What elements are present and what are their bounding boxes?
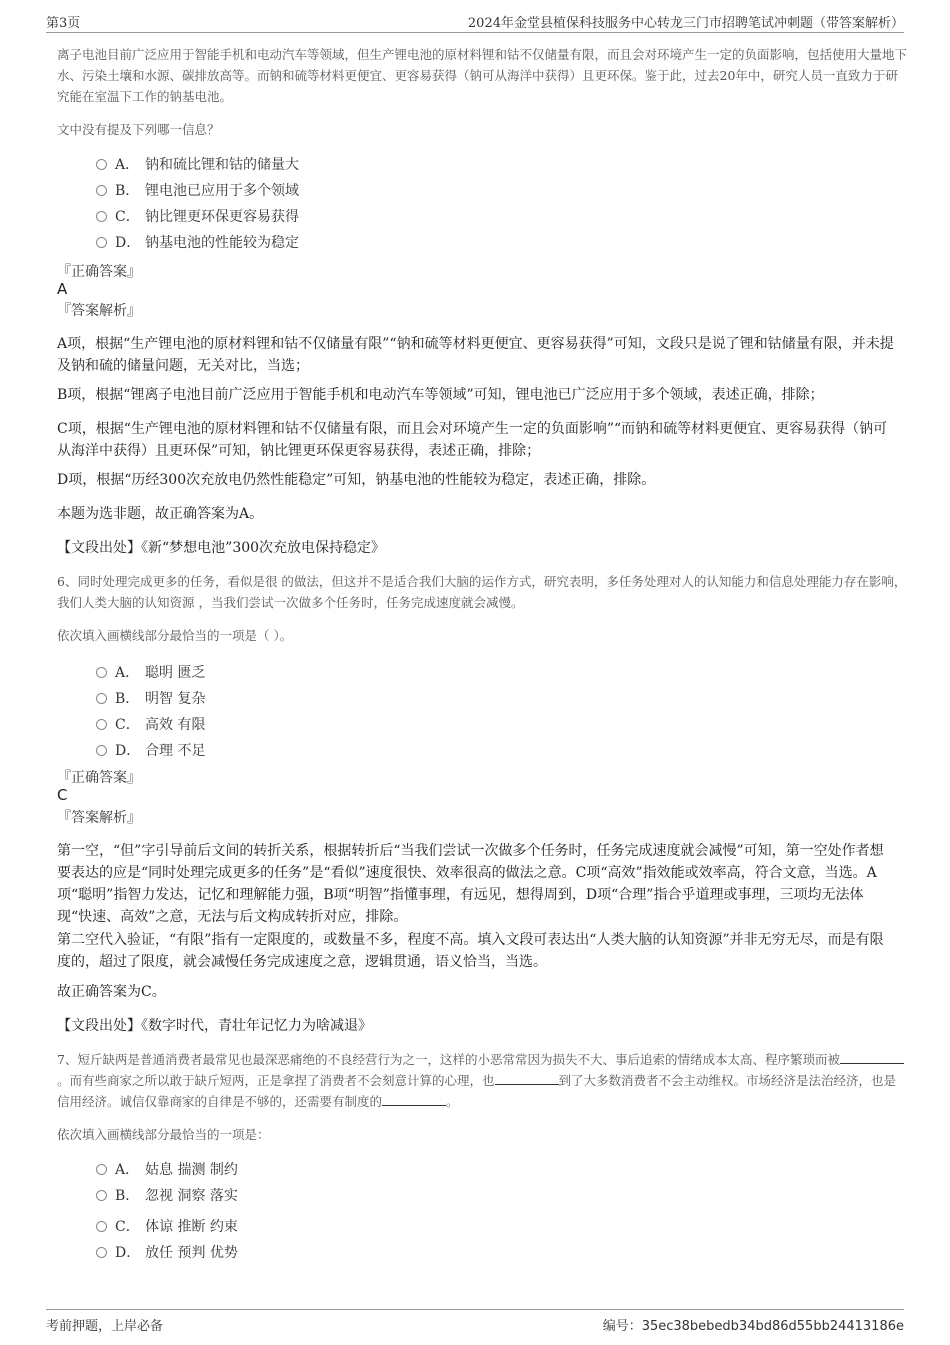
q5-stem: 文中没有提及下列哪一信息？ [57,122,220,137]
q6-option-b[interactable]: B． 明智 复杂 [96,688,205,708]
q5-option-a[interactable]: A． 钠和硫比锂和钴的储量大 [96,154,299,174]
q5-analysis-b: B项，根据“锂离子电池目前广泛应用于智能手机和电动汽车等领域”可知，锂电池已广泛应用于多个领域，表述正确，排除； [57,387,824,403]
fill-blank [382,1093,446,1106]
footer-slogan: 考前押题，上岸必备 [46,1319,164,1334]
q6-source: 【文段出处】《数字时代，青壮年记忆力为啥减退》 [57,1018,372,1034]
q5-answer: A [57,280,68,298]
q7-option-d[interactable]: D． 放任 预判 优势 [96,1242,238,1262]
q5-analysis-a: A项，根据“生产锂电池的原材料锂和钴不仅储量有限”“钠和硫等材料更便宜、更容易获得”可知，文段只是说了锂和钴储量有限，并未提及钠和硫的储量问题，无关对比，当选； [57,336,894,374]
radio-icon[interactable] [96,159,107,170]
q6-conclusion: 故正确答案为C。 [57,984,166,1000]
document-code: 编号：35ec38bebedb34bd86d55bb24413186e [602,1319,904,1334]
page-number: 第3页 [46,16,81,31]
radio-icon[interactable] [96,237,107,248]
radio-icon[interactable] [96,211,107,222]
q5-option-b[interactable]: B． 锂电池已应用于多个领域 [96,180,299,200]
q6-stem: 依次填入画横线部分最恰当的一项是（ ）。 [57,628,293,643]
q5-conclusion: 本题为选非题，故正确答案为A。 [57,506,264,522]
q5-analysis-c: C项，根据“生产锂电池的原材料锂和钴不仅储量有限，而且会对环境产生一定的负面影响”“而钠和硫等材料更便宜、更容易获得（钠可从海洋中获得）且更环保”可知，钠比锂更环保更容易获得，表述正确，排除； [57,421,888,459]
q6-option-c[interactable]: C． 高效 有限 [96,714,205,734]
q6-analysis-first-blank: 第一空，“但”字引导前后文间的转折关系，根据转折后“当我们尝试一次做多个任务时，任务完成速度就会减慢”可知，第一空处作者想要表达的应是“同时处理完成更多的任务”是“看似”速度很快、效率很高的做法之意。C项“高效”指效能或效率高，符合文意，当选。A项“聪明”指智力发达，记忆和理解能力强，B项“明智”指懂事理，有远见，想得周到，D项“合理”指合乎道理或事理，三项均无法体现“快速、高效”之意，无法与后文构成转折对应，排除。 [57,843,884,925]
q7-option-b[interactable]: B． 忽视 洞察 落实 [96,1185,238,1205]
q5-answer-label: 『正确答案』 [57,264,141,280]
q7-stem: 依次填入画横线部分最恰当的一项是： [57,1127,270,1142]
q5-source: 【文段出处】《新“梦想电池”300次充放电保持稳定》 [57,540,386,556]
radio-icon[interactable] [96,1221,107,1232]
q5-option-c[interactable]: C． 钠比锂更环保更容易获得 [96,206,299,226]
q5-analysis-d: D项，根据“历经300次充放电仍然性能稳定”可知，钠基电池的性能较为稳定，表述正确，排除。 [57,472,656,488]
q6-answer: C [57,786,68,804]
q6-answer-label: 『正确答案』 [57,770,141,786]
q6-analysis-second-blank: 第二空代入验证，“有限”指有一定限度的，或数量不多，程度不高。填入文段可表达出“人类大脑的认知资源”并非无穷无尽，而是有限度的，超过了限度，就会减慢任务完成速度之意，逻辑贯通，语义恰当，当选。 [57,932,884,970]
q5-option-d[interactable]: D． 钠基电池的性能较为稳定 [96,232,299,252]
page-header [46,10,904,33]
q5-passage: 离子电池目前广泛应用于智能手机和电动汽车等领域，但生产锂电池的原材料锂和钴不仅储量有限，而且会对环境产生一定的负面影响，包括使用大量地下水、污染土壤和水源、碳排放高等。而钠和硫等材料更便宜、更容易获得（钠可从海洋中获得）且更环保。鉴于此，过去20年中，研究人员一直致力于研究能在室温下工作的钠基电池。 [57,47,908,104]
q7-passage: 7、短斤缺两是普通消费者最常见也最深恶痛绝的不良经营行为之一，这样的小恶常常因为损失不大、事后追索的情绪成本太高、程序繁琐而被。而有些商家之所以敢于缺斤短两，正是拿捏了消费者不会刻意计算的心理，也 到了大多数消费者不会主动维权。市场经济是法治经济，也是信用经济。诚信仅靠商家的自律是不够的，还需要有制度的 。 [57,1049,907,1112]
radio-icon[interactable] [96,745,107,756]
q7-option-a[interactable]: A． 姑息 揣测 制约 [96,1159,238,1179]
radio-icon[interactable] [96,667,107,678]
q5-analysis-label: 『答案解析』 [57,303,141,319]
q6-option-a[interactable]: A． 聪明 匮乏 [96,662,205,682]
q6-passage: 6、同时处理完成更多的任务，看似是很 的做法，但这并不是适合我们大脑的运作方式，研究表明，多任务处理对人的认知能力和信息处理能力存在影响，我们人类大脑的认知资源 ，当我们尝试一次做多个任务时，任务完成速度就会减慢。 [57,574,907,610]
radio-icon[interactable] [96,1164,107,1175]
radio-icon[interactable] [96,1190,107,1201]
radio-icon[interactable] [96,1247,107,1258]
page-footer [46,1309,904,1334]
fill-blank [840,1051,904,1064]
radio-icon[interactable] [96,693,107,704]
document-title: 2024年金堂县植保科技服务中心转龙三门市招聘笔试冲刺题（带答案解析） [467,16,904,31]
radio-icon[interactable] [96,185,107,196]
q6-analysis-label: 『答案解析』 [57,810,141,826]
q7-option-c[interactable]: C． 体谅 推断 约束 [96,1216,238,1236]
radio-icon[interactable] [96,719,107,730]
q6-option-d[interactable]: D． 合理 不足 [96,740,205,760]
fill-blank [495,1072,559,1085]
